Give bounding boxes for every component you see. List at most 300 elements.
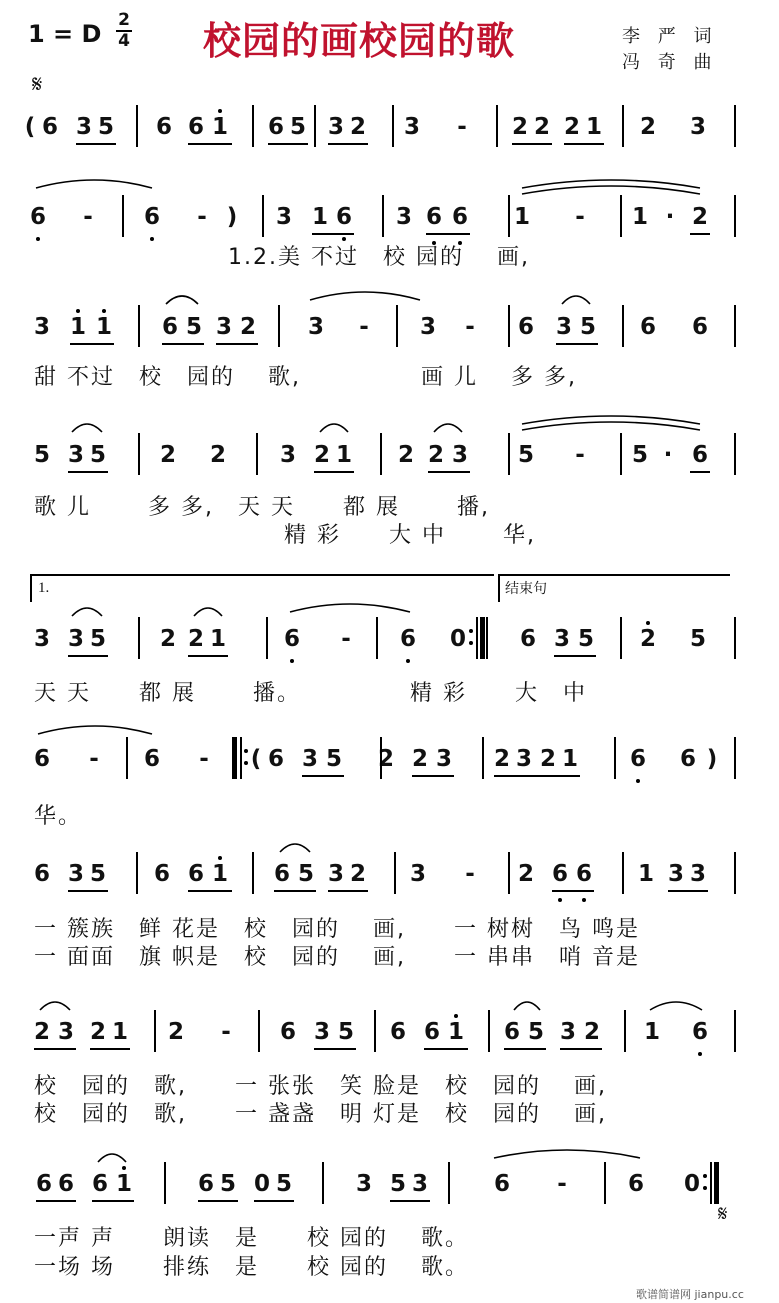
site-footer: 歌谱简谱网 jianpu.cc <box>636 1288 744 1301</box>
note: 5 <box>527 1019 544 1045</box>
bar-line <box>154 1010 156 1052</box>
beam-underline <box>412 775 454 777</box>
note: - <box>465 861 475 887</box>
bar-line <box>604 1162 606 1204</box>
lyrics-row-2: 1.2.美 不过 校 园的 画, <box>228 245 530 270</box>
note: - <box>359 314 369 340</box>
note: 2 <box>427 442 444 468</box>
beam-underline <box>216 343 258 345</box>
bar-line <box>482 737 484 779</box>
bar-line <box>380 433 382 475</box>
note: 2 <box>511 114 528 140</box>
note: 5 <box>97 114 114 140</box>
note: 2 <box>313 442 330 468</box>
beam-underline <box>560 1048 602 1050</box>
bar-line <box>620 433 622 475</box>
note: - <box>221 1019 231 1045</box>
octave-dot-high <box>646 621 650 625</box>
note: 6 <box>519 626 536 652</box>
beam-underline <box>188 143 232 145</box>
note: 3 <box>301 746 318 772</box>
bar-line <box>262 195 264 237</box>
bar-line <box>278 305 280 347</box>
note: 1 <box>115 1171 132 1197</box>
note: 3 <box>559 1019 576 1045</box>
note: 5 <box>89 442 106 468</box>
note: 5 <box>89 861 106 887</box>
note: 3 <box>67 442 84 468</box>
beam-underline <box>504 1048 546 1050</box>
note: 3 <box>307 314 324 340</box>
note: 3 <box>57 1019 74 1045</box>
note: 2 <box>167 1019 184 1045</box>
note: ) <box>226 204 238 230</box>
note: 6 <box>283 626 300 652</box>
note: 2 <box>539 746 556 772</box>
note: 3 <box>33 626 50 652</box>
bar-line <box>256 433 258 475</box>
note: 6 <box>691 442 708 468</box>
bar-line <box>396 305 398 347</box>
octave-dot-low <box>342 237 346 241</box>
slur-arc <box>94 1148 130 1164</box>
bar-line <box>252 105 254 147</box>
note: ( <box>24 114 36 140</box>
note: - <box>341 626 351 652</box>
bar-line <box>138 617 140 659</box>
note: - <box>83 204 93 230</box>
note: 6 <box>627 1171 644 1197</box>
note: 3 <box>553 626 570 652</box>
note: 3 <box>215 314 232 340</box>
note: 5 <box>577 626 594 652</box>
note: - <box>557 1171 567 1197</box>
slur-arc <box>190 602 226 618</box>
note: 6 <box>91 1171 108 1197</box>
note: - <box>465 314 475 340</box>
beam-underline <box>188 655 228 657</box>
lyrics-row-7b: 一 面面 旗 帜是 校 园的 画, 一 串串 哨 音是 <box>34 945 640 970</box>
note: 3 <box>279 442 296 468</box>
note: 6 <box>629 746 646 772</box>
beam-underline <box>424 1048 468 1050</box>
note: 1 <box>643 1019 660 1045</box>
slur-arc <box>306 286 424 302</box>
bar-line <box>620 617 622 659</box>
repeat-end-sign <box>468 617 486 659</box>
score-row-1 <box>0 113 779 153</box>
note: 3 <box>435 746 452 772</box>
lyrics-row-9a: 一声 声 朗读 是 校 园的 歌。 <box>34 1226 469 1251</box>
note: - <box>575 442 585 468</box>
note: 6 <box>197 1171 214 1197</box>
note: 5 <box>325 746 342 772</box>
bar-line <box>624 1010 626 1052</box>
note: 6 <box>33 746 50 772</box>
note: 5 <box>219 1171 236 1197</box>
volta-first-ending <box>30 574 494 602</box>
octave-dot-high <box>218 856 222 860</box>
segno-icon: 𝄋 <box>32 70 43 98</box>
slur-arc <box>430 418 466 434</box>
note: 3 <box>451 442 468 468</box>
bar-line <box>734 852 736 894</box>
note: 2 <box>209 442 226 468</box>
bar-line <box>622 105 624 147</box>
lyrics-row-7a: 一 簇族 鲜 花是 校 园的 画, 一 树树 鸟 鸣是 <box>34 917 640 942</box>
score-row-4 <box>0 441 779 481</box>
lyrics-row-9b: 一场 场 排练 是 校 园的 歌。 <box>34 1255 469 1280</box>
bar-line <box>376 617 378 659</box>
note: 2 <box>33 1019 50 1045</box>
note: 3 <box>75 114 92 140</box>
note: 2 <box>239 314 256 340</box>
score-row-7 <box>0 860 779 900</box>
lyrics-row-3: 甜 不过 校 园的 歌, 画 儿 多 多, <box>34 365 577 390</box>
bar-line <box>486 617 488 659</box>
note: 6 <box>423 1019 440 1045</box>
volta-ending-label: 结束句 <box>505 581 547 597</box>
note: 0 <box>253 1171 270 1197</box>
note: 5 <box>337 1019 354 1045</box>
composer-credit: 冯 奇 曲 <box>622 52 718 73</box>
score-row-9 <box>0 1170 779 1210</box>
score-row-6 <box>0 745 779 785</box>
bar-line <box>620 195 622 237</box>
note: 1 <box>211 861 228 887</box>
note: 6 <box>389 1019 406 1045</box>
beam-underline <box>564 143 604 145</box>
note: 6 <box>425 204 442 230</box>
bar-line <box>734 105 736 147</box>
note: 6 <box>155 114 172 140</box>
beam-underline <box>314 471 354 473</box>
note: 6 <box>279 1019 296 1045</box>
note: 1 <box>211 114 228 140</box>
bar-line <box>448 1162 450 1204</box>
beam-underline <box>254 1200 294 1202</box>
note: 1 <box>111 1019 128 1045</box>
note: 1 <box>447 1019 464 1045</box>
octave-dot-high <box>122 1166 126 1170</box>
note: 6 <box>187 114 204 140</box>
note: 1 <box>631 204 648 230</box>
beam-underline <box>302 775 344 777</box>
note: 2 <box>377 746 394 772</box>
note: 2 <box>89 1019 106 1045</box>
note: 3 <box>419 314 436 340</box>
segno-end-icon: 𝄋 <box>718 1202 728 1227</box>
beam-underline <box>268 143 308 145</box>
slur-arc <box>162 290 202 306</box>
note: 3 <box>689 114 706 140</box>
beam-underline <box>668 890 708 892</box>
slur-arc <box>646 996 706 1012</box>
note: 3 <box>327 861 344 887</box>
bar-line <box>734 617 736 659</box>
bar-line <box>258 1010 260 1052</box>
key-signature: 1 = D <box>28 20 102 48</box>
note: 3 <box>67 861 84 887</box>
note: 5 <box>33 442 50 468</box>
score-row-8 <box>0 1018 779 1058</box>
bar-line <box>496 105 498 147</box>
note: 6 <box>679 746 696 772</box>
bar-line <box>138 305 140 347</box>
note: 3 <box>555 314 572 340</box>
note: 2 <box>639 626 656 652</box>
note: 6 <box>35 1171 52 1197</box>
bar-line <box>122 195 124 237</box>
slur-arc <box>68 418 106 434</box>
octave-dot-low <box>698 1052 702 1056</box>
note: 6 <box>267 746 284 772</box>
score-row-5 <box>0 625 779 665</box>
note: 6 <box>267 114 284 140</box>
beam-underline <box>68 655 108 657</box>
beam-underline <box>274 890 316 892</box>
octave-dot-low <box>150 237 154 241</box>
bar-line <box>136 852 138 894</box>
note: 3 <box>275 204 292 230</box>
note: 3 <box>313 1019 330 1045</box>
beam-underline <box>328 890 368 892</box>
score-row-2 <box>0 203 779 243</box>
note: 6 <box>517 314 534 340</box>
beam-underline <box>34 1048 76 1050</box>
note: 6 <box>691 1019 708 1045</box>
score-row-3 <box>0 313 779 353</box>
note: ) <box>706 746 718 772</box>
beam-underline <box>556 343 598 345</box>
beam-underline <box>554 655 596 657</box>
note: 5 <box>275 1171 292 1197</box>
time-top: 2 <box>118 10 130 30</box>
beam-underline <box>690 233 710 235</box>
note: 3 <box>355 1171 372 1197</box>
slur-arc <box>558 290 594 306</box>
octave-dot-low <box>636 779 640 783</box>
bar-line <box>508 852 510 894</box>
bar-line <box>734 305 736 347</box>
bar-line <box>164 1162 166 1204</box>
note: - <box>575 204 585 230</box>
beam-underline <box>68 471 108 473</box>
note: 3 <box>403 114 420 140</box>
octave-dot-high <box>102 309 106 313</box>
note: 6 <box>335 204 352 230</box>
beam-underline <box>76 143 116 145</box>
note: 2 <box>187 626 204 652</box>
note: 5 <box>185 314 202 340</box>
slur-arc <box>510 996 544 1012</box>
note: 6 <box>29 204 46 230</box>
beam-underline <box>36 1200 76 1202</box>
repeat-end-sign <box>702 1162 720 1204</box>
beam-underline <box>494 775 580 777</box>
note: 6 <box>451 204 468 230</box>
note: 5 <box>631 442 648 468</box>
beam-underline <box>428 471 470 473</box>
note: 6 <box>143 204 160 230</box>
time-signature <box>116 10 132 51</box>
note: 2 <box>517 861 534 887</box>
octave-dot-low <box>36 237 40 241</box>
bar-line <box>622 305 624 347</box>
note: 1 <box>335 442 352 468</box>
slur-arc <box>490 1144 644 1160</box>
bar-line <box>126 737 128 779</box>
note: 3 <box>67 626 84 652</box>
note: 6 <box>691 314 708 340</box>
note: 3 <box>327 114 344 140</box>
note: 0 <box>683 1171 700 1197</box>
note: 1 <box>95 314 112 340</box>
note: 1 <box>585 114 602 140</box>
bar-line <box>622 852 624 894</box>
note: 5 <box>689 626 706 652</box>
note: - <box>197 204 207 230</box>
note: 6 <box>551 861 568 887</box>
note: 2 <box>159 626 176 652</box>
slur-arc <box>518 180 704 196</box>
note: - <box>89 746 99 772</box>
note: 1 <box>209 626 226 652</box>
bar-line <box>488 1010 490 1052</box>
note: 6 <box>273 861 290 887</box>
bar-line <box>136 105 138 147</box>
slur-arc <box>32 174 156 190</box>
volta-first-label: 1. <box>38 580 50 596</box>
note: 2 <box>349 114 366 140</box>
bar-line <box>508 433 510 475</box>
note: - <box>457 114 467 140</box>
note: 6 <box>503 1019 520 1045</box>
octave-dot-low <box>582 898 586 902</box>
note: 6 <box>57 1171 74 1197</box>
repeat-start-sign <box>232 737 250 779</box>
octave-dot-high <box>218 109 222 113</box>
note: 2 <box>691 204 708 230</box>
note: 1 <box>637 861 654 887</box>
bar-line <box>382 195 384 237</box>
beam-underline <box>552 890 594 892</box>
octave-dot-low <box>290 659 294 663</box>
slur-arc <box>276 838 314 854</box>
note: 6 <box>493 1171 510 1197</box>
note: 5 <box>289 114 306 140</box>
bar-line <box>322 1162 324 1204</box>
note: 2 <box>583 1019 600 1045</box>
octave-dot-high <box>454 1014 458 1018</box>
note: 2 <box>563 114 580 140</box>
bar-line <box>614 737 616 779</box>
bar-line <box>734 1010 736 1052</box>
bar-line <box>266 617 268 659</box>
note: 1 <box>311 204 328 230</box>
note: 6 <box>639 314 656 340</box>
note: 2 <box>533 114 550 140</box>
note: 6 <box>575 861 592 887</box>
lyrics-row-4a: 歌 儿 多 多, 天 天 都 展 播, <box>34 495 490 520</box>
note: 2 <box>639 114 656 140</box>
note: 3 <box>395 204 412 230</box>
note: 1 <box>69 314 86 340</box>
beam-underline <box>390 1200 430 1202</box>
note: 2 <box>349 861 366 887</box>
note: 6 <box>41 114 58 140</box>
song-title: 校园的画校园的歌 <box>203 18 516 63</box>
slur-arc <box>316 418 352 434</box>
note: 6 <box>399 626 416 652</box>
lyricist-credit: 李 严 词 <box>622 26 718 47</box>
note: · <box>665 204 675 230</box>
beam-underline <box>162 343 204 345</box>
beam-underline <box>690 471 710 473</box>
note: 3 <box>689 861 706 887</box>
note: 5 <box>517 442 534 468</box>
note: 1 <box>561 746 578 772</box>
slur-arc <box>34 720 156 736</box>
beam-underline <box>90 1048 130 1050</box>
note: ( <box>250 746 262 772</box>
beam-underline <box>188 890 232 892</box>
bar-line <box>374 1010 376 1052</box>
note: 0 <box>449 626 466 652</box>
lyrics-row-4b: 精 彩 大 中 华, <box>284 523 536 548</box>
note: 5 <box>579 314 596 340</box>
bar-line <box>314 105 316 147</box>
octave-dot-low <box>406 659 410 663</box>
note: 6 <box>153 861 170 887</box>
note: 5 <box>297 861 314 887</box>
note: 1 <box>513 204 530 230</box>
note: 2 <box>493 746 510 772</box>
bar-line <box>734 433 736 475</box>
slur-arc <box>518 416 704 432</box>
lyrics-row-8b: 校 园的 歌, 一 盏盏 明 灯是 校 园的 画, <box>34 1102 607 1127</box>
bar-line <box>394 852 396 894</box>
beam-underline <box>92 1200 134 1202</box>
note: 6 <box>161 314 178 340</box>
note: 6 <box>187 861 204 887</box>
beam-underline <box>312 233 354 235</box>
beam-underline <box>426 233 470 235</box>
note: 3 <box>409 861 426 887</box>
note: · <box>663 442 673 468</box>
slur-arc <box>68 602 106 618</box>
beam-underline <box>198 1200 238 1202</box>
time-bottom: 4 <box>118 31 130 51</box>
note: 6 <box>33 861 50 887</box>
note: 3 <box>411 1171 428 1197</box>
beam-underline <box>70 343 114 345</box>
bar-line <box>138 433 140 475</box>
bar-line <box>508 305 510 347</box>
note: 3 <box>515 746 532 772</box>
beam-underline <box>328 143 368 145</box>
lyrics-row-5: 天 天 都 展 播。 精 彩 大 中 <box>34 681 587 706</box>
bar-line <box>508 195 510 237</box>
bar-line <box>252 852 254 894</box>
note: - <box>199 746 209 772</box>
lyrics-row-8a: 校 园的 歌, 一 张张 笑 脸是 校 园的 画, <box>34 1074 607 1099</box>
note: 6 <box>143 746 160 772</box>
bar-line <box>734 737 736 779</box>
note: 3 <box>33 314 50 340</box>
beam-underline <box>68 890 108 892</box>
octave-dot-high <box>76 309 80 313</box>
